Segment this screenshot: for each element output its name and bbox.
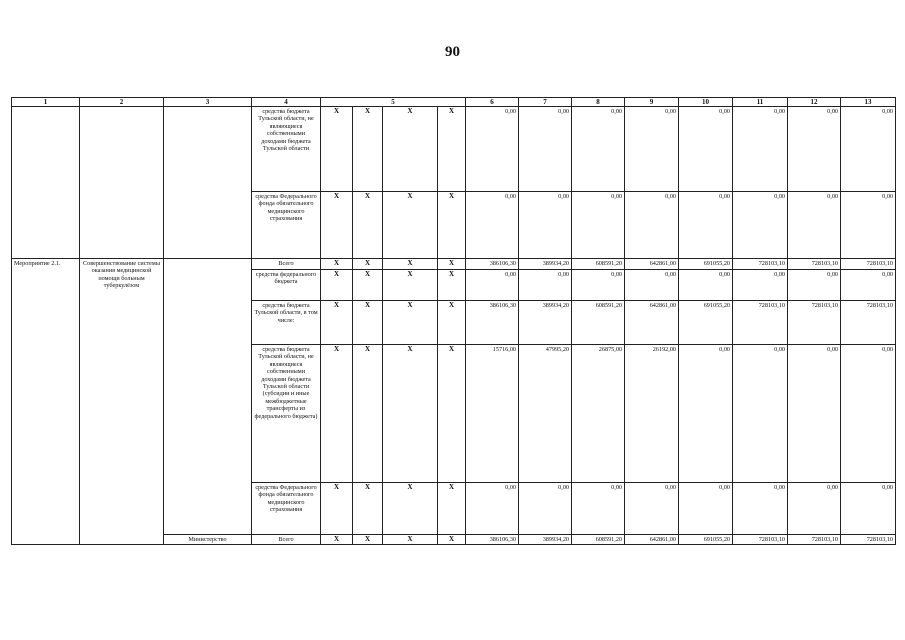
value-cell: 728103,10 <box>841 535 896 545</box>
mark-cell: Х <box>383 107 438 192</box>
value-cell: 0,00 <box>733 483 788 535</box>
value-cell: 608591,20 <box>572 259 625 270</box>
mark-cell: Х <box>353 192 383 259</box>
value-cell: 0,00 <box>679 483 733 535</box>
funding-source-cell: средства бюджета Тульской области, в том числе: <box>252 301 321 345</box>
budget-table <box>11 97 896 545</box>
mark-cell: Х <box>353 483 383 535</box>
value-cell: 0,00 <box>572 107 625 192</box>
mark-cell: Х <box>353 301 383 345</box>
executor-cell <box>164 107 252 259</box>
value-cell: 0,00 <box>625 107 679 192</box>
value-cell: 0,00 <box>841 107 896 192</box>
value-cell: 608591,20 <box>572 301 625 345</box>
value-cell: 0,00 <box>679 192 733 259</box>
column-header: 8 <box>572 98 625 107</box>
column-header: 7 <box>519 98 572 107</box>
mark-cell: Х <box>383 301 438 345</box>
mark-cell: Х <box>383 345 438 483</box>
value-cell: 0,00 <box>788 270 841 301</box>
event-title-cell <box>80 107 164 259</box>
mark-cell: Х <box>438 270 466 301</box>
value-cell: 642861,00 <box>625 301 679 345</box>
funding-source-cell: Всего <box>252 259 321 270</box>
value-cell: 0,00 <box>679 270 733 301</box>
mark-cell: Х <box>321 270 353 301</box>
value-cell: 0,00 <box>841 192 896 259</box>
mark-cell: Х <box>321 345 353 483</box>
value-cell: 26875,00 <box>572 345 625 483</box>
funding-source-cell: средства Федерального фонда обязательного медицинского страхования <box>252 192 321 259</box>
funding-source-cell: Всего <box>252 535 321 545</box>
value-cell: 728103,10 <box>733 535 788 545</box>
value-cell: 0,00 <box>519 483 572 535</box>
value-cell: 0,00 <box>733 345 788 483</box>
value-cell: 0,00 <box>625 270 679 301</box>
value-cell: 728103,10 <box>733 301 788 345</box>
value-cell: 0,00 <box>679 107 733 192</box>
value-cell: 0,00 <box>788 483 841 535</box>
value-cell: 691055,20 <box>679 301 733 345</box>
mark-cell: Х <box>353 270 383 301</box>
mark-cell: Х <box>438 192 466 259</box>
value-cell: 0,00 <box>733 107 788 192</box>
value-cell: 642861,00 <box>625 535 679 545</box>
mark-cell: Х <box>438 483 466 535</box>
value-cell: 728103,10 <box>841 259 896 270</box>
value-cell: 728103,10 <box>788 301 841 345</box>
value-cell: 0,00 <box>841 345 896 483</box>
mark-cell: Х <box>383 483 438 535</box>
value-cell: 728103,10 <box>841 301 896 345</box>
value-cell: 608591,20 <box>572 535 625 545</box>
value-cell: 691055,20 <box>679 259 733 270</box>
mark-cell: Х <box>438 301 466 345</box>
value-cell: 15716,00 <box>466 345 519 483</box>
funding-source-cell: средства бюджета Тульской области, не являющиеся собственными доходами бюджета Тульской области <box>252 107 321 192</box>
mark-cell: Х <box>383 535 438 545</box>
value-cell: 728103,10 <box>788 259 841 270</box>
mark-cell: Х <box>321 192 353 259</box>
column-header: 4 <box>252 98 321 107</box>
column-header: 10 <box>679 98 733 107</box>
value-cell: 728103,10 <box>733 259 788 270</box>
mark-cell: Х <box>321 483 353 535</box>
table-row <box>12 107 896 192</box>
executor-cell: Министерство <box>164 535 252 545</box>
value-cell: 47995,20 <box>519 345 572 483</box>
value-cell: 0,00 <box>519 270 572 301</box>
mark-cell: Х <box>353 259 383 270</box>
value-cell: 0,00 <box>733 270 788 301</box>
value-cell: 386106,30 <box>466 535 519 545</box>
value-cell: 0,00 <box>841 483 896 535</box>
table-row <box>12 259 896 270</box>
mark-cell: Х <box>353 345 383 483</box>
value-cell: 728103,10 <box>788 535 841 545</box>
value-cell: 0,00 <box>572 483 625 535</box>
mark-cell: Х <box>383 270 438 301</box>
column-header: 1 <box>12 98 80 107</box>
column-header: 13 <box>841 98 896 107</box>
value-cell: 0,00 <box>572 270 625 301</box>
value-cell: 0,00 <box>788 192 841 259</box>
value-cell: 0,00 <box>519 192 572 259</box>
table-header-row <box>12 98 896 107</box>
value-cell: 0,00 <box>572 192 625 259</box>
value-cell: 0,00 <box>466 270 519 301</box>
event-cell: Мероприятие 2.1. <box>12 259 80 545</box>
mark-cell: Х <box>383 259 438 270</box>
value-cell: 389934,20 <box>519 301 572 345</box>
value-cell: 389934,20 <box>519 259 572 270</box>
executor-cell <box>164 259 252 535</box>
column-header: 2 <box>80 98 164 107</box>
column-header: 5 <box>321 98 466 107</box>
column-header: 11 <box>733 98 788 107</box>
value-cell: 0,00 <box>519 107 572 192</box>
mark-cell: Х <box>353 535 383 545</box>
mark-cell: Х <box>383 192 438 259</box>
column-header: 3 <box>164 98 252 107</box>
mark-cell: Х <box>321 107 353 192</box>
funding-source-cell: средства федерального бюджета <box>252 270 321 301</box>
event-cell <box>12 107 80 259</box>
event-title-cell: Совершенствование системы оказания медицинской помощи больным туберкулёзом <box>80 259 164 545</box>
value-cell: 691055,20 <box>679 535 733 545</box>
value-cell: 0,00 <box>625 483 679 535</box>
mark-cell: Х <box>321 301 353 345</box>
value-cell: 0,00 <box>788 345 841 483</box>
funding-source-cell: средства Федерального фонда обязательного медицинского страхования <box>252 483 321 535</box>
value-cell: 386106,30 <box>466 301 519 345</box>
mark-cell: Х <box>438 107 466 192</box>
mark-cell: Х <box>438 535 466 545</box>
mark-cell: Х <box>321 259 353 270</box>
value-cell: 642861,00 <box>625 259 679 270</box>
funding-source-cell: средства бюджета Тульской области, не являющиеся собственными доходами бюджета Тульской области (субсидии и иные межбюджетные трансферты из федерального бюджета) <box>252 345 321 483</box>
value-cell: 389934,20 <box>519 535 572 545</box>
value-cell: 26192,00 <box>625 345 679 483</box>
column-header: 6 <box>466 98 519 107</box>
mark-cell: Х <box>438 345 466 483</box>
value-cell: 0,00 <box>788 107 841 192</box>
column-header: 9 <box>625 98 679 107</box>
mark-cell: Х <box>438 259 466 270</box>
page-number: 90 <box>445 44 460 60</box>
value-cell: 386106,30 <box>466 259 519 270</box>
value-cell: 0,00 <box>466 107 519 192</box>
column-header: 12 <box>788 98 841 107</box>
mark-cell: Х <box>321 535 353 545</box>
value-cell: 0,00 <box>466 483 519 535</box>
value-cell: 0,00 <box>625 192 679 259</box>
value-cell: 0,00 <box>733 192 788 259</box>
value-cell: 0,00 <box>841 270 896 301</box>
value-cell: 0,00 <box>679 345 733 483</box>
mark-cell: Х <box>353 107 383 192</box>
value-cell: 0,00 <box>466 192 519 259</box>
